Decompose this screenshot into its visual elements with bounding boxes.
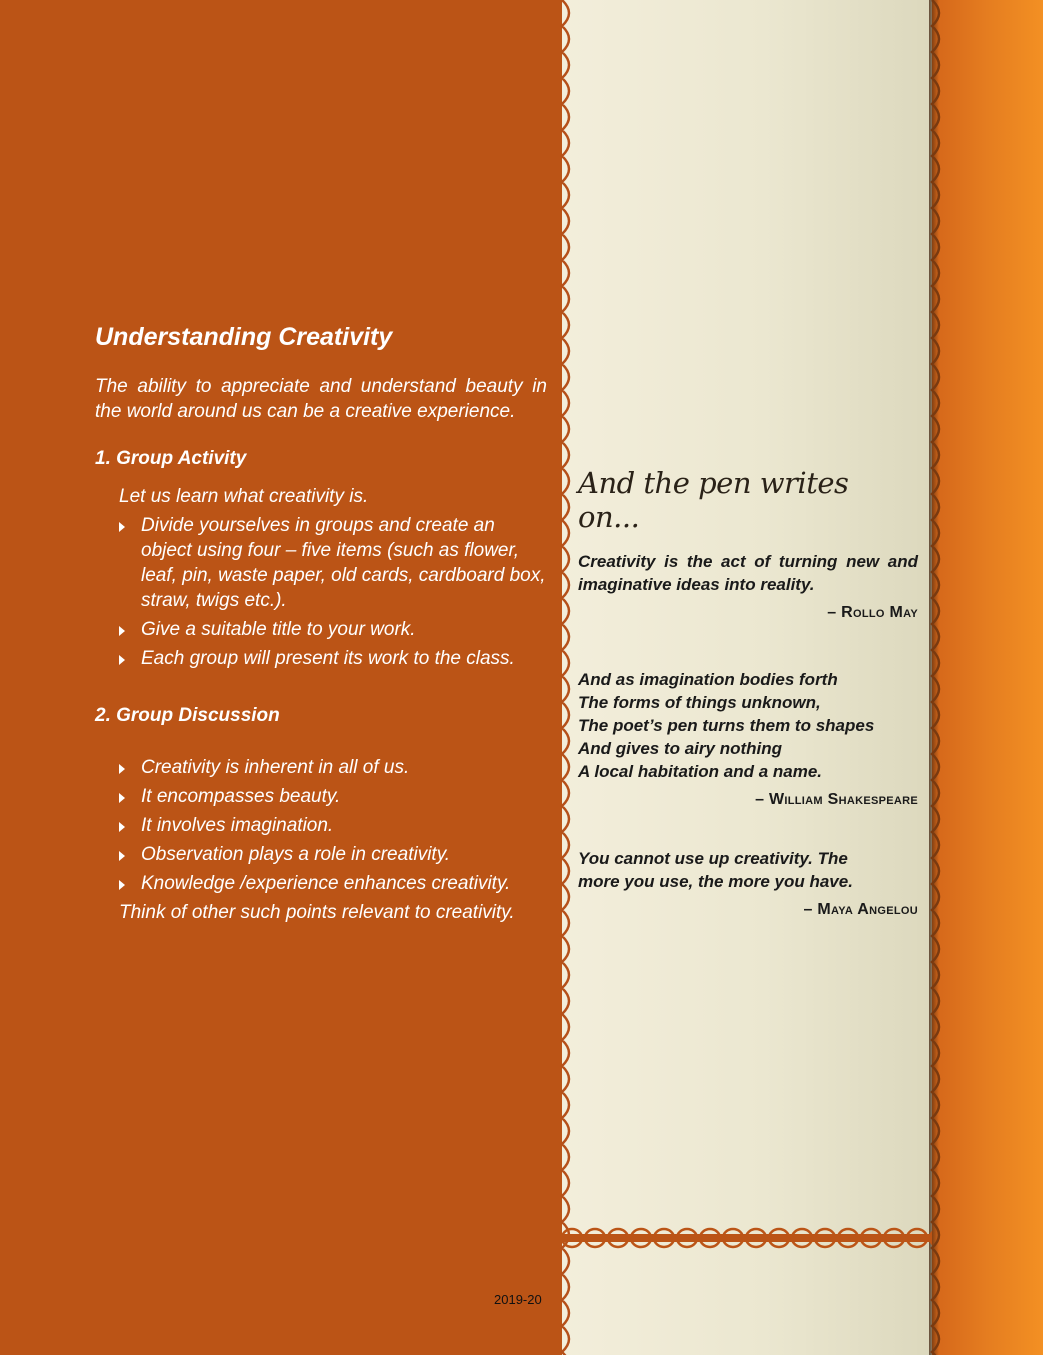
group-discussion-closing: Think of other such points relevant to creativity.	[119, 902, 515, 923]
triangle-bullet-icon	[119, 851, 125, 861]
list-item	[119, 755, 547, 780]
list-item	[119, 871, 547, 896]
triangle-bullet-icon	[119, 522, 125, 532]
group-activity-heading: 1. Group Activity	[95, 448, 247, 469]
list-item-text: Knowledge /experience enhances creativity.	[141, 873, 511, 894]
list-item-text: Observation plays a role in creativity.	[141, 844, 451, 865]
list-item	[119, 813, 547, 838]
triangle-bullet-icon	[119, 880, 125, 890]
list-item-text: Creativity is inherent in all of us.	[141, 757, 410, 778]
group-activity-list	[119, 513, 547, 671]
list-item	[119, 842, 547, 867]
quote-line: A local habitation and a name.	[578, 762, 823, 781]
group-discussion-list	[119, 755, 547, 896]
list-item-text: It involves imagination.	[141, 815, 334, 836]
triangle-bullet-icon	[119, 764, 125, 774]
quote-line: You cannot use up creativity. The	[578, 849, 848, 868]
list-item-text: Give a suitable title to your work.	[141, 619, 416, 640]
list-item	[119, 617, 547, 642]
left-scallop-border	[552, 0, 572, 1355]
quote-line: The forms of things unknown,	[578, 693, 821, 712]
quote-line: And gives to airy nothing	[578, 739, 783, 758]
quote-line: more you use, the more you have.	[578, 872, 853, 891]
list-item	[119, 646, 547, 671]
quote-author: – Maya Angelou	[803, 901, 918, 918]
group-discussion-heading: 2. Group Discussion	[95, 705, 280, 726]
quote-author: – Rollo May	[827, 604, 918, 621]
triangle-bullet-icon	[119, 626, 125, 636]
list-item-text: It encompasses beauty.	[141, 786, 341, 807]
quote-text: Creativity is the act of turning new and imaginative ideas into reality.	[578, 552, 918, 594]
list-item-text: Divide yourselves in groups and create an object using four – five items (such as flower, leaf, pin, waste paper, old cards, cardboard box, straw, twigs etc.).	[141, 515, 546, 611]
triangle-bullet-icon	[119, 822, 125, 832]
quote-line: The poet’s pen turns them to shapes	[578, 716, 875, 735]
triangle-bullet-icon	[119, 793, 125, 803]
page-title: Understanding Creativity	[95, 323, 393, 351]
bottom-scallop-band	[562, 1218, 932, 1258]
quotes-content	[578, 466, 918, 919]
quotes-title: And the pen writes on...	[578, 466, 849, 534]
list-item-text: Each group will present its work to the class.	[141, 648, 515, 669]
activity-content	[95, 322, 547, 929]
list-item	[119, 784, 547, 809]
group-activity-lead: Let us learn what creativity is.	[119, 486, 369, 507]
quote-author: – William Shakespeare	[755, 791, 918, 808]
right-orange-strip	[932, 0, 1043, 1355]
right-scallop-border	[922, 0, 942, 1355]
year-label: 2019-20	[494, 1292, 542, 1307]
quote-line: And as imagination bodies forth	[578, 670, 838, 689]
intro-paragraph: The ability to appreciate and understand beauty in the world around us can be a creative experience.	[95, 376, 547, 422]
list-item	[119, 513, 547, 613]
triangle-bullet-icon	[119, 655, 125, 665]
